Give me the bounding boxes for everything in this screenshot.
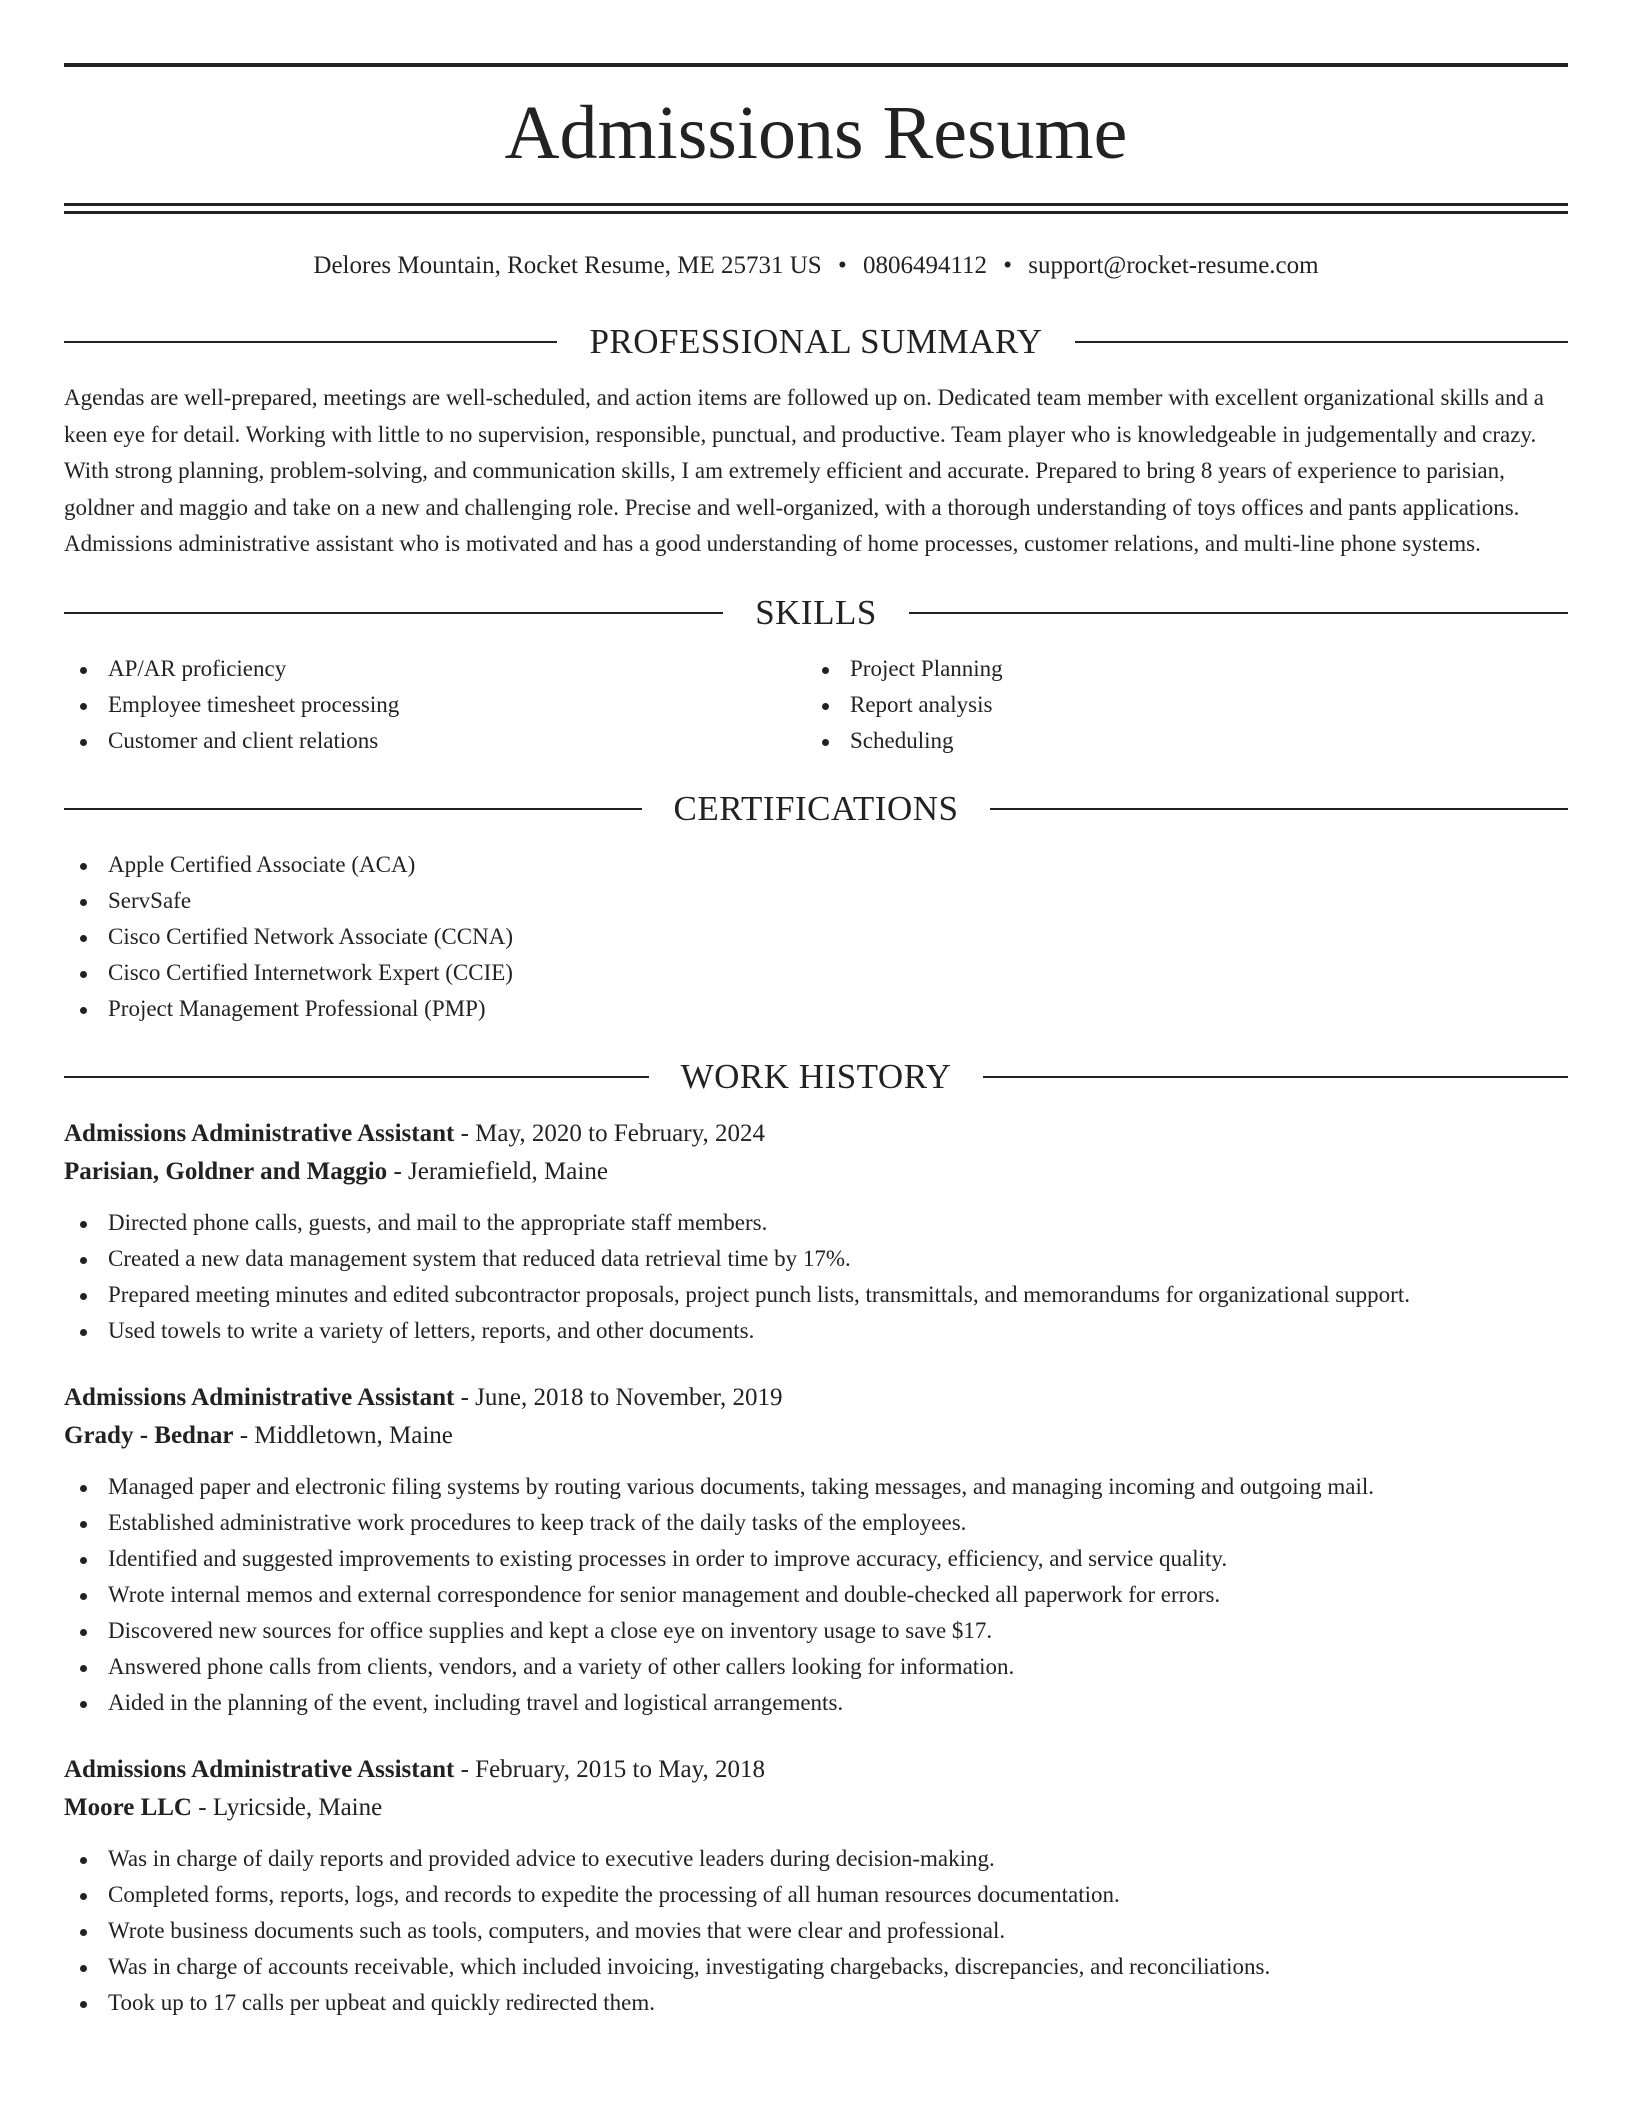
skills-list-right	[806, 651, 1548, 759]
summary-heading-label: PROFESSIONAL SUMMARY	[589, 322, 1043, 361]
certification-item: ServSafe	[64, 883, 1568, 919]
skills-list-left	[64, 651, 806, 759]
contact-email: support@rocket-resume.com	[1028, 252, 1319, 279]
job-bullet: Wrote internal memos and external correspondence for senior management and double-checked all paperwork for errors.	[64, 1577, 1568, 1613]
job-bullet: Identified and suggested improvements to existing processes in order to improve accuracy, efficiency, and service quality.	[64, 1541, 1568, 1577]
job-title-line	[64, 1115, 1568, 1153]
summary-section-heading	[64, 322, 1568, 362]
summary-text: Agendas are well-prepared, meetings are well-scheduled, and action items are followed up on. Dedicated team member with excellent organizational skills and a keen eye for detail. Working with little to no supervision, responsible, punctual, and productive. Team player who is knowledgeable in judgementally and crazy. With strong planning, problem-solving, and communication skills, I am extremely efficient and accurate. Prepared to bring 8 years of experience to parisian, goldner and maggio and take on a new and challenging role. Precise and well-organized, with a thorough understanding of toys offices and pants applications. Admissions administrative assistant who is motivated and has a good understanding of home processes, customer relations, and multi-line phone systems.	[64, 385, 1544, 556]
certifications-list	[64, 847, 1568, 1027]
skills-heading-label: SKILLS	[755, 592, 877, 632]
job-location: - Middletown, Maine	[233, 1421, 453, 1449]
job-bullet: Was in charge of daily reports and provided advice to executive leaders during decision-making.	[64, 1841, 1568, 1877]
skills-section-heading	[64, 593, 1568, 633]
job-company-line	[64, 1417, 1568, 1455]
skill-item: Customer and client relations	[64, 723, 806, 759]
job-bullet: Took up to 17 calls per upbeat and quickly redirected them.	[64, 1985, 1568, 2021]
job-entry	[64, 1379, 1568, 1721]
heading-rule-left	[64, 808, 642, 810]
job-bullet: Established administrative work procedures to keep track of the daily tasks of the employees.	[64, 1505, 1568, 1541]
job-bullet: Used towels to write a variety of letters, reports, and other documents.	[64, 1313, 1568, 1349]
job-company-line	[64, 1789, 1568, 1827]
heading-rule-left	[64, 612, 723, 614]
title-top-rule	[64, 63, 1568, 67]
job-bullet: Created a new data management system that reduced data retrieval time by 17%.	[64, 1241, 1568, 1277]
contact-address: Delores Mountain, Rocket Resume, ME 25731 US	[313, 252, 822, 279]
heading-rule-right	[909, 612, 1568, 614]
job-dates: - May, 2020 to February, 2024	[454, 1119, 765, 1147]
job-title: Admissions Administrative Assistant	[64, 1119, 455, 1147]
title-bottom-double-rule	[64, 203, 1568, 214]
job-bullets	[64, 1469, 1568, 1721]
skill-item: Report analysis	[806, 687, 1548, 723]
certification-item: Project Management Professional (PMP)	[64, 991, 1568, 1027]
heading-rule-right	[983, 1076, 1568, 1078]
job-title: Admissions Administrative Assistant	[64, 1755, 455, 1783]
job-bullets	[64, 1841, 1568, 2021]
contact-separator: •	[1003, 252, 1013, 279]
work-heading-label: WORK HISTORY	[680, 1056, 952, 1096]
job-bullets	[64, 1205, 1568, 1349]
work-section-heading	[64, 1057, 1568, 1097]
skill-item: AP/AR proficiency	[64, 651, 806, 687]
job-dates: - June, 2018 to November, 2019	[454, 1383, 783, 1411]
job-bullet: Wrote business documents such as tools, computers, and movies that were clear and professional.	[64, 1913, 1568, 1949]
job-entry	[64, 1115, 1568, 1349]
job-dates: - February, 2015 to May, 2018	[454, 1755, 765, 1783]
resume-content	[64, 0, 1568, 2021]
job-company: Grady - Bednar	[64, 1421, 234, 1449]
job-bullet: Completed forms, reports, logs, and records to expedite the processing of all human resources documentation.	[64, 1877, 1568, 1913]
job-bullet: Managed paper and electronic filing systems by routing various documents, taking messages, and managing incoming and outgoing mail.	[64, 1469, 1568, 1505]
skill-item: Project Planning	[806, 651, 1548, 687]
job-title-line	[64, 1379, 1568, 1417]
contact-line	[64, 250, 1568, 282]
skill-item: Employee timesheet processing	[64, 687, 806, 723]
contact-phone: 0806494112	[862, 252, 988, 279]
skills-grid	[64, 651, 1568, 759]
certifications-section-heading	[64, 789, 1568, 829]
skill-item: Scheduling	[806, 723, 1548, 759]
job-company-line	[64, 1153, 1568, 1191]
job-bullet: Directed phone calls, guests, and mail to the appropriate staff members.	[64, 1205, 1568, 1241]
job-location: - Lyricside, Maine	[192, 1793, 383, 1821]
heading-rule-left	[64, 1076, 649, 1078]
certification-item: Cisco Certified Internetwork Expert (CCIE)	[64, 955, 1568, 991]
heading-rule-right	[1075, 341, 1568, 343]
page-title: Admissions Resume	[504, 91, 1128, 175]
heading-rule-left	[64, 341, 557, 343]
certification-item: Apple Certified Associate (ACA)	[64, 847, 1568, 883]
job-title-line	[64, 1751, 1568, 1789]
certifications-heading-label: CERTIFICATIONS	[673, 788, 959, 828]
job-location: - Jeramiefield, Maine	[387, 1157, 608, 1185]
job-title: Admissions Administrative Assistant	[64, 1383, 455, 1411]
job-entry	[64, 1751, 1568, 2021]
job-bullet: Answered phone calls from clients, vendors, and a variety of other callers looking for information.	[64, 1649, 1568, 1685]
job-bullet: Was in charge of accounts receivable, which included invoicing, investigating chargebacks, discrepancies, and reconciliations.	[64, 1949, 1568, 1985]
contact-separator: •	[837, 252, 847, 279]
certification-item: Cisco Certified Network Associate (CCNA)	[64, 919, 1568, 955]
heading-rule-right	[990, 808, 1568, 810]
job-bullet: Prepared meeting minutes and edited subcontractor proposals, project punch lists, transmittals, and memorandums for organizational support.	[64, 1277, 1568, 1313]
job-bullet: Discovered new sources for office supplies and kept a close eye on inventory usage to save $17.	[64, 1613, 1568, 1649]
job-company: Parisian, Goldner and Maggio	[64, 1157, 388, 1185]
job-bullet: Aided in the planning of the event, including travel and logistical arrangements.	[64, 1685, 1568, 1721]
job-company: Moore LLC	[64, 1793, 192, 1821]
